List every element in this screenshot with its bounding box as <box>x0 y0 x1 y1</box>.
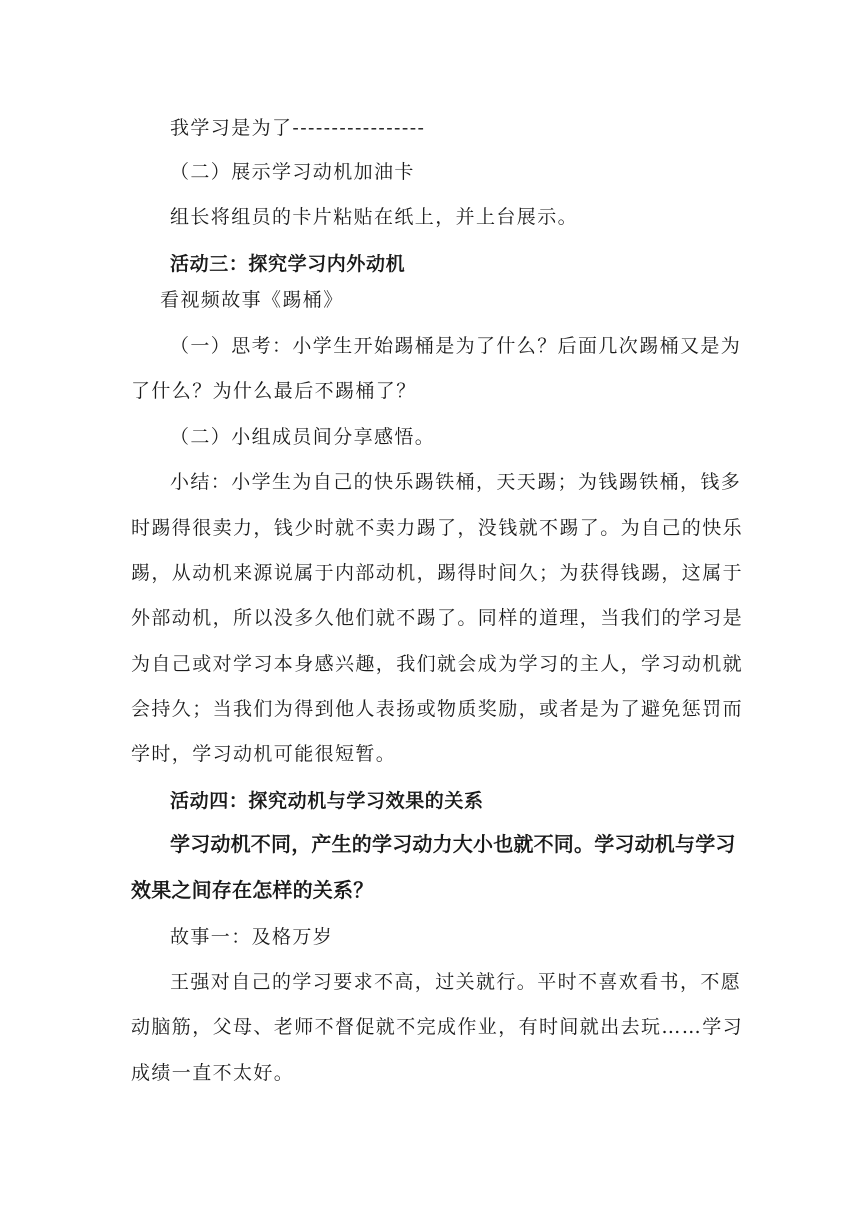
answer-prompt-line: 我学习是为了----------------- <box>170 117 426 139</box>
paragraph-line: 会持久；当我们为得到他人表扬或物质奖励，或者是为了避免惩罚而 <box>131 698 744 720</box>
paragraph-line: 看视频故事《踢桶》 <box>160 289 344 311</box>
paragraph-line: 组长将组员的卡片粘贴在纸上，并上台展示。 <box>170 206 579 228</box>
paragraph-line: 王强对自己的学习要求不高，过关就行。平时不喜欢看书，不愿 <box>170 971 742 993</box>
subsection-heading: （二）小组成员间分享感悟。 <box>170 426 436 448</box>
paragraph-line: 动脑筋，父母、老师不督促就不完成作业，有时间就出去玩……学习 <box>131 1016 744 1038</box>
paragraph-line: 学时，学习动机可能很短暂。 <box>131 743 397 765</box>
subsection-heading: （二）展示学习动机加油卡 <box>170 161 415 183</box>
paragraph-line: 小结：小学生为自己的快乐踢铁桶，天天踢；为钱踢铁桶，钱多 <box>170 471 742 493</box>
activity-heading: 活动三：探究学习内外动机 <box>170 253 406 275</box>
paragraph-line: 为自己或对学习本身感兴趣，我们就会成为学习的主人，学习动机就 <box>131 653 744 675</box>
paragraph-line: 成绩一直不太好。 <box>131 1062 295 1084</box>
paragraph-line: 时踢得很卖力，钱少时就不卖力踢了，没钱就不踢了。为自己的快乐 <box>131 517 744 539</box>
paragraph-line: 了什么？为什么最后不踢桶了？ <box>131 380 417 402</box>
activity-heading: 活动四：探究动机与学习效果的关系 <box>170 790 484 812</box>
bold-paragraph-line: 学习动机不同，产生的学习动力大小也就不同。学习动机与学习 <box>170 832 736 856</box>
bold-paragraph-line: 效果之间存在怎样的关系？ <box>131 878 374 902</box>
paragraph-line: 踢，从动机来源说属于内部动机，踢得时间久；为获得钱踢，这属于 <box>131 562 744 584</box>
paragraph-line: （一）思考：小学生开始踢桶是为了什么？后面几次踢桶又是为 <box>170 335 742 357</box>
paragraph-line: 外部动机，所以没多久他们就不踢了。同样的道理，当我们的学习是 <box>131 607 744 629</box>
story-heading: 故事一：及格万岁 <box>170 926 334 948</box>
